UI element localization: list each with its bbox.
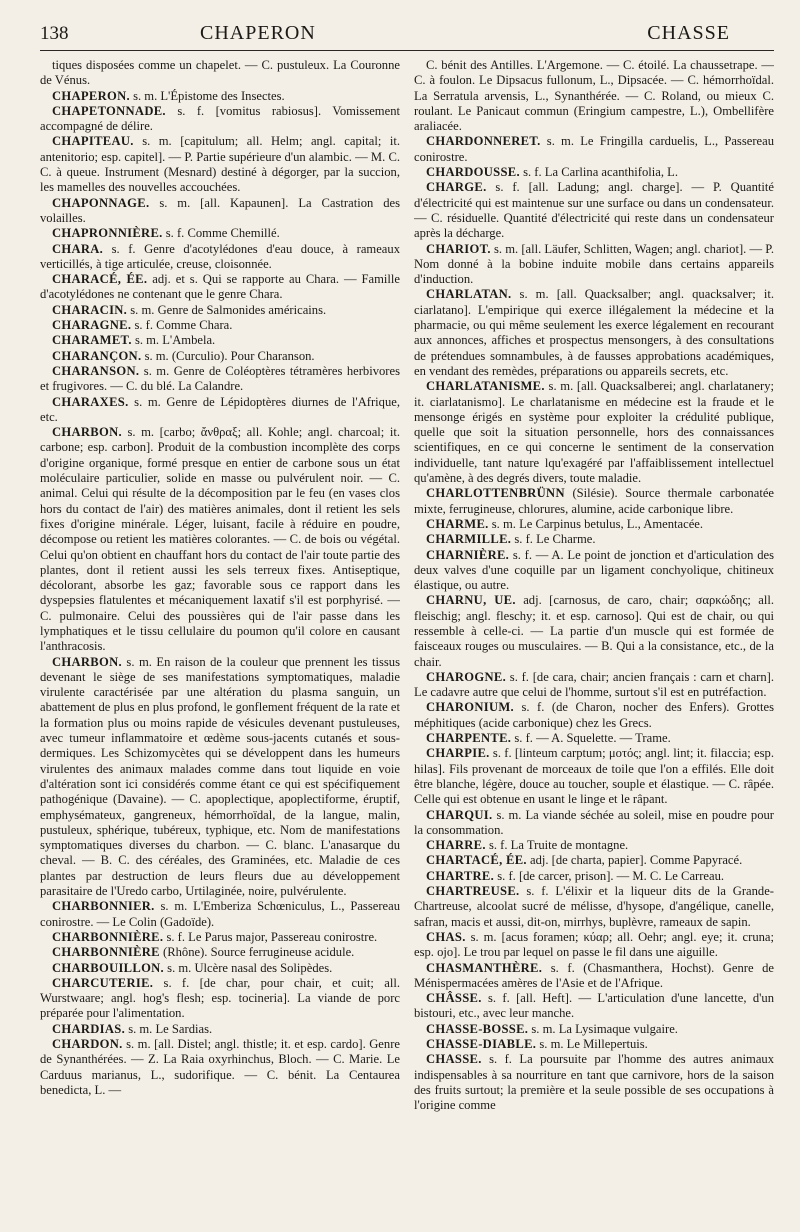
entry-definition: s. m. En raison de la couleur que prennent les tissus devenant le siège de ses manifestations symptomatiques, maladie virulente caractérisée par une altération du plasma sanguin, un abattement de plus en plus profond, le gonflement fréquent de la rate et la formation plus ou moins rapide de vésicules devenant pustuleuses, avec tumeur inflammatoire et œdème sous-jacents cutanés et sous-dermiques. Les Schizomycètes qui se développent dans les humeurs virulentes des animaux malades comme dans tout liquide en voie d'altération sont ici considérés comme étant ce qui est spécifiquement pathogénique (Davaine). — C. apoplectique, apoplectiforme, éruptif, emphysémateux, gangreneux, hémorrhoïdal, de la langue, malin, pustuleux, sphérique, tubéreux, typhique, etc. Nom de manifestations symptomatiques diverses du charbon. — C. blanc. L'anasarque du cheval. — B. C. des céréales, des Graminées, etc. Maladie de ces plantes par destruction de leurs fleurs due au développement parasitaire de l'Uredo carbo, Urtilaginée, noire, pulvérulente.: [40, 654, 400, 899]
entry-definition: s. f. [all. Ladung; angl. charge]. — P. Quantité d'électricité qui est maintenue sur une surface ou dans un condensateur. — C. résiduelle. Quantité d'électricité qui reste dans un condensateur après la décharge.: [414, 180, 774, 241]
entry-definition: s. m. Le Millepertuis.: [539, 1037, 648, 1051]
entry-headword: CHARBONNIÈRE: [52, 945, 160, 960]
entry-definition: s. f. L'élixir et la liqueur dits de la Grande-Chartreuse, alcoolat sucré de mélisse, d'hysope, d'angélique, canelle, safran, macis et aussi, dit-on, mirrhys, buplèvre, rameaux de sapin.: [414, 884, 774, 929]
entry-headword: CHARPIE.: [426, 746, 490, 761]
dictionary-entry: [414, 517, 774, 532]
dictionary-entry: [414, 548, 774, 594]
dictionary-entry: [414, 884, 774, 930]
entry-headword: CHARDON.: [52, 1037, 123, 1051]
dictionary-entry: [414, 287, 774, 379]
entry-definition: s. m. [all. Läufer, Schlitten, Wagen; angl. chariot]. — P. Nom donné à la bobine induite mobile dans certains appareils d'induction.: [414, 241, 774, 287]
dictionary-entry: [40, 242, 400, 273]
dictionary-entry: [414, 486, 774, 517]
dictionary-entry: [40, 303, 400, 318]
entry-headword: CHARIOT.: [426, 241, 491, 256]
entry-headword: CHARMILLE.: [426, 532, 512, 547]
entry-definition: s. m. Le Sardias.: [128, 1021, 213, 1036]
entry-definition: s. f. [de carcer, prison]. — M. C. Le Carreau.: [497, 868, 725, 883]
entry-headword: CHARACIN.: [52, 302, 128, 317]
entry-definition: s. m. Ulcère nasal des Solipèdes.: [167, 960, 333, 975]
entry-definition: s. f. (Chasmanthera, Hochst). Genre de Ménispermacées amères de l'Asie et de l'Afrique.: [414, 960, 774, 990]
entry-definition: s. m. [carbo; ἄνθραξ; all. Kohle; angl. charcoal; it. carbone; esp. carbon]. Produit de la combustion incomplète des corps d'origine organique, formé presque en entier de carbone sous un état moléculaire particulier, solide en masse ou pulvérulent noir. — C. animal. Celui qui résulte de la décomposition par le feu (en vases clos hors du contact de l'air) des matières animales, dont il retient les sels fixes d'origine minérale. Léger, luisant, facile à réduire en poudre, décompose ou retient les matières colorantes. — C. de bois ou végétal. Celui qu'on obtient en chauffant hors du contact de l'air toute partie des plantes, dont il retient aussi les sels terreux fixes. Antiseptique, décolorant, absorbe les gaz; favorable sous ce rapport dans les dyspepsies flatulentes et mécaniquement laxatif s'il est porphyrisé. — C. pulmonaire. Celui des poussières qui de l'air passe dans les lymphatiques et le tissu cellulaire du poumon qu'il colore en causant l'anthracosis.: [40, 425, 400, 654]
dictionary-entry: [40, 272, 400, 303]
entry-definition: s. m. [all. Quacksalberei; angl. charlatanery; it. ciarlatanismo]. Le charlatanisme en médecine est la fraude et le mensonge érigés en système pour exploiter la crédulité publique, quelle que soit la situation personnelle, hors des connaissances scientifiques, en ce qui concerne le sentiment de la conservation individuelle, tant nature lqu'exagéré par l'affaiblissement intellectuel qu'amène, à des degrés divers, toute maladie.: [414, 379, 774, 486]
entry-headword: CHARPENTE.: [426, 731, 512, 746]
entry-definition: s. m. L'Emberiza Schœniculus, L., Passereau conirostre. — Le Colin (Gadoïde).: [40, 899, 400, 929]
entry-headword: CHARDIAS.: [52, 1021, 126, 1036]
entry-headword: CHARTRE.: [426, 868, 495, 883]
entry-definition: s. m. L'Épistome des Insectes.: [133, 88, 285, 103]
entry-definition: s. m. La viande séchée au soleil, mise en poudre pour la consommation.: [414, 807, 774, 837]
entry-headword: CHASSE.: [426, 1052, 482, 1067]
dictionary-entry: [414, 180, 774, 241]
entry-headword: CHARANÇON.: [52, 348, 142, 363]
dictionary-entry: [414, 700, 774, 731]
entry-headword: CHAPONNAGE.: [52, 195, 150, 210]
dictionary-entry: [414, 670, 774, 701]
entry-definition: s. f. Comme Chara.: [134, 318, 233, 333]
dictionary-entry: [40, 395, 400, 426]
dictionary-entry: [40, 945, 400, 960]
entry-headword: CHARGE.: [426, 180, 487, 195]
dictionary-entry: [414, 808, 774, 839]
dictionary-entry: [40, 961, 400, 976]
entry-headword: CHARBOUILLON.: [52, 960, 165, 975]
entry-definition: s. m. [all. Quacksalber; angl. quacksalver; it. ciarlatano]. L'empirique qui exerce illégalement la médecine et la pharmacie, ou qui même seulement les exerce légalement en recourant aux annonces, affiches et prospectus mensongers, à des consultations de prétendues somnambules, à de fausses approbations académiques, en vendant des remèdes, préparations ou appareils secrets, etc.: [414, 287, 774, 378]
dictionary-entry: [40, 1022, 400, 1037]
entry-headword: CHAROGNE.: [426, 669, 507, 684]
dictionary-entry: [40, 425, 400, 654]
entry-headword: CHAPITEAU.: [52, 134, 134, 149]
entry-definition: s. m. Genre de Coléoptères tétramères herbivores et frugivores. — C. du blé. La Calandre.: [40, 363, 400, 394]
entry-headword: CHAPETONNADE.: [52, 103, 166, 118]
dictionary-entry: [40, 318, 400, 333]
entry-definition: s. m. Le Fringilla carduelis, L., Passereau conirostre.: [414, 134, 774, 164]
entry-headword: CHARME.: [426, 516, 489, 531]
entry-definition: s. f. [all. Heft]. — L'articulation d'une lancette, d'un bistouri, etc., avec leur manche.: [414, 991, 774, 1021]
dictionary-entry: [40, 1037, 400, 1098]
entry-headword: CHARANSON.: [52, 363, 140, 378]
entry-definition: s. f. Genre d'acotylédones d'eau douce, à rameaux verticillés, à tige articulée, creuse, cloisonnée.: [40, 241, 400, 271]
entry-definition: (Rhône). Source ferrugineuse acidule.: [163, 945, 355, 960]
entry-headword: CHARCUTERIE.: [52, 975, 154, 990]
dictionary-entry: [414, 58, 774, 134]
running-head-left: CHAPERON: [200, 22, 316, 44]
dictionary-entry: [40, 226, 400, 241]
entry-headword: CHARONIUM.: [426, 700, 515, 715]
entry-headword: CHARNIÈRE.: [426, 547, 510, 562]
entry-headword: CHARAGNE.: [52, 318, 132, 333]
dictionary-entry: [40, 976, 400, 1022]
dictionary-entry: [414, 869, 774, 884]
dictionary-entry: [414, 593, 774, 669]
entry-definition: s. f. [linteum carptum; μοτός; angl. lint; it. filaccia; esp. hilas]. Fils provenant de morceaux de toile que l'on a effilés. Elle doit être blanche, légère, douce au toucher, souple et élastique. — C. râpée. Celle qui est obtenue en usant le linge et le râpant.: [414, 746, 774, 807]
entry-definition: tiques disposées comme un chapelet. — C. pustuleux. La Couronne de Vénus.: [40, 58, 400, 88]
entry-headword: CHARDOUSSE.: [426, 165, 520, 180]
entry-definition: s. f. (de Charon, nocher des Enfers). Grottes méphitiques (acide carbonique) chez les Grecs.: [414, 700, 774, 730]
entry-definition: s. m. Genre de Salmonides américains.: [130, 302, 327, 317]
dictionary-entry: [414, 134, 774, 165]
entry-definition: s. f. Le Charme.: [514, 532, 596, 547]
entry-definition: s. f. [de char, pour chair, et cuit; all. Wurstwaare; angl. hog's flesh; esp. tocineria]. La viande de porc préparée pour l'alimentation.: [40, 975, 400, 1021]
entry-headword: CHARA.: [52, 241, 104, 256]
entry-headword: CHARQUI.: [426, 807, 493, 822]
dictionary-entry: [414, 930, 774, 961]
dictionary-entry: [414, 838, 774, 853]
entry-headword: CHARNU, UE.: [426, 593, 516, 608]
entry-definition: (Silésie). Source thermale carbonatée mixte, ferrugineuse, chlorures, alumine, acide carbonique libre.: [414, 486, 774, 516]
entry-definition: s. m. Genre de Lépidoptères diurnes de l'Afrique, etc.: [40, 394, 400, 424]
left-column: [40, 58, 400, 1222]
entry-headword: CHAS.: [426, 929, 466, 944]
entry-headword: CHARLATANISME.: [426, 379, 545, 394]
entry-definition: C. bénit des Antilles. L'Argemone. — C. étoilé. La chaussetrape. — C. à foulon. Le Dipsacus fullonum, L., Dipsacée. — C. hémorrhoïdal. La Serratula arvensis, L., Synanthérée. — C. Roland, ou mieux C. roulant. Le Panicaut commun (Eringium campestre, L.), Ombellifère araliacée.: [414, 58, 774, 134]
entry-definition: s. m. [acus foramen; κύαρ; all. Oehr; angl. eye; it. cruna; esp. ojo]. Le trou par lequel on passe le fil dans une aiguille.: [414, 929, 774, 960]
dictionary-entry: [40, 349, 400, 364]
entry-headword: CHÂSSE.: [426, 991, 482, 1006]
dictionary-entry: [414, 746, 774, 807]
dictionary-entry: [40, 58, 400, 89]
page-number: 138: [40, 23, 69, 44]
entry-definition: s. f. La poursuite par l'homme des autres animaux indispensables à sa nourriture en tant que carnivore, hors de la saison des fruits surtout; la première et la seule possible de ses occupations à l'origine comme: [414, 1052, 774, 1113]
entry-headword: CHASSE-DIABLE.: [426, 1037, 537, 1051]
dictionary-entry: [40, 364, 400, 395]
dictionary-entry: [414, 1037, 774, 1052]
entry-headword: CHARRE.: [426, 838, 486, 853]
text-columns: [40, 58, 774, 1222]
dictionary-entry: [414, 1052, 774, 1113]
entry-definition: adj. [carnosus, de caro, chair; σαρκώδης; all. fleischig; angl. fleschy; it. et esp. carnoso]. Qui est de chair, ou qui ressemble à celle-ci. — La partie d'un muscle qui est formée de faisceaux rouges ou musculaires. — B. Qui a la consistance, etc., de la chair.: [414, 593, 774, 669]
entry-headword: CHARLATAN.: [426, 287, 512, 302]
entry-definition: s. f. — A. Squelette. — Trame.: [514, 731, 671, 746]
page-header: [40, 20, 774, 51]
entry-headword: CHARBONNIÈRE.: [52, 929, 164, 944]
dictionary-entry: [414, 731, 774, 746]
entry-headword: CHARBON.: [52, 425, 122, 440]
dictionary-entry: [414, 532, 774, 547]
entry-definition: s. m. Le Carpinus betulus, L., Amentacée.: [491, 516, 704, 531]
entry-definition: s. f. Le Parus major, Passereau conirostre.: [166, 929, 378, 944]
dictionary-entry: [40, 196, 400, 227]
entry-headword: CHARBONNIER.: [52, 899, 155, 914]
dictionary-entry: [414, 853, 774, 868]
entry-definition: s. f. [de cara, chair; ancien français : carn et charn]. Le cadavre autre que celui de l'homme, surtout s'il est en putréfaction.: [414, 669, 774, 700]
entry-definition: s. m. (Curculio). Pour Charanson.: [144, 348, 315, 363]
dictionary-entry: [414, 165, 774, 180]
entry-headword: CHARAMET.: [52, 333, 132, 348]
entry-headword: CHARAXES.: [52, 394, 129, 409]
entry-headword: CHAPRONNIÈRE.: [52, 226, 163, 241]
dictionary-entry: [40, 655, 400, 900]
entry-headword: CHARDONNERET.: [426, 134, 541, 149]
entry-headword: CHASSE-BOSSE.: [426, 1021, 529, 1036]
entry-headword: CHARBON.: [52, 654, 122, 669]
entry-definition: s. m. [all. Distel; angl. thistle; it. et esp. cardo]. Genre de Synanthérées. — Z. La Raia oxyrhinchus, Bloch. — C. Marie. Le Carduus marianus, L., sudorifique. — C. bénit. La Centaurea benedicta, L. —: [40, 1037, 400, 1097]
entry-headword: CHARTREUSE.: [426, 884, 520, 899]
entry-headword: CHARLOTTENBRÜNN: [426, 486, 565, 501]
dictionary-entry: [40, 89, 400, 104]
entry-definition: s. f. [vomitus rabiosus]. Vomissement accompagné de délire.: [40, 103, 400, 134]
entry-headword: CHARTACÉ, ÉE.: [426, 853, 527, 868]
dictionary-entry: [40, 899, 400, 930]
dictionary-entry: [40, 930, 400, 945]
entry-definition: s. f. La Carlina acanthifolia, L.: [523, 165, 679, 180]
entry-definition: s. f. La Truite de montagne.: [488, 838, 629, 853]
entry-definition: s. m. [all. Kapaunen]. La Castration des volailles.: [40, 195, 400, 225]
entry-headword: CHASMANTHÈRE.: [426, 960, 543, 975]
entry-definition: s. f. Comme Chemillé.: [165, 226, 280, 241]
entry-headword: CHAPERON.: [52, 88, 130, 103]
dictionary-entry: [414, 991, 774, 1022]
dictionary-entry: [414, 242, 774, 288]
entry-definition: adj. et s. Qui se rapporte au Chara. — Famille d'acotylédones ne contenant que le genre Chara.: [40, 272, 400, 302]
dictionary-entry: [40, 333, 400, 348]
entry-definition: s. m. L'Ambela.: [134, 333, 216, 348]
dictionary-entry: [40, 104, 400, 135]
dictionary-entry: [40, 134, 400, 195]
entry-definition: s. f. — A. Le point de jonction et d'articulation des deux valves d'une coquille par un ligament conchyolique, chitineux élastique, ou autre.: [414, 547, 774, 593]
dictionary-entry: [414, 1022, 774, 1037]
running-head-right: CHASSE: [647, 22, 730, 44]
entry-headword: CHARACÉ, ÉE.: [52, 272, 148, 287]
right-column: [414, 58, 774, 1222]
entry-definition: s. m. [capitulum; all. Helm; angl. capital; it. antenitorio; esp. capitel]. — P. Partie supérieure d'un alambic. — M. C. C. à queue. Instrument (Mesnard) destiné à dégorger, par la succion, les mamelles des nouvelles accouchées.: [40, 134, 400, 195]
dictionary-entry: [414, 961, 774, 992]
entry-definition: adj. [de charta, papier]. Comme Papyracé.: [530, 853, 743, 868]
entry-definition: s. m. La Lysimaque vulgaire.: [531, 1021, 678, 1036]
dictionary-entry: [414, 379, 774, 486]
